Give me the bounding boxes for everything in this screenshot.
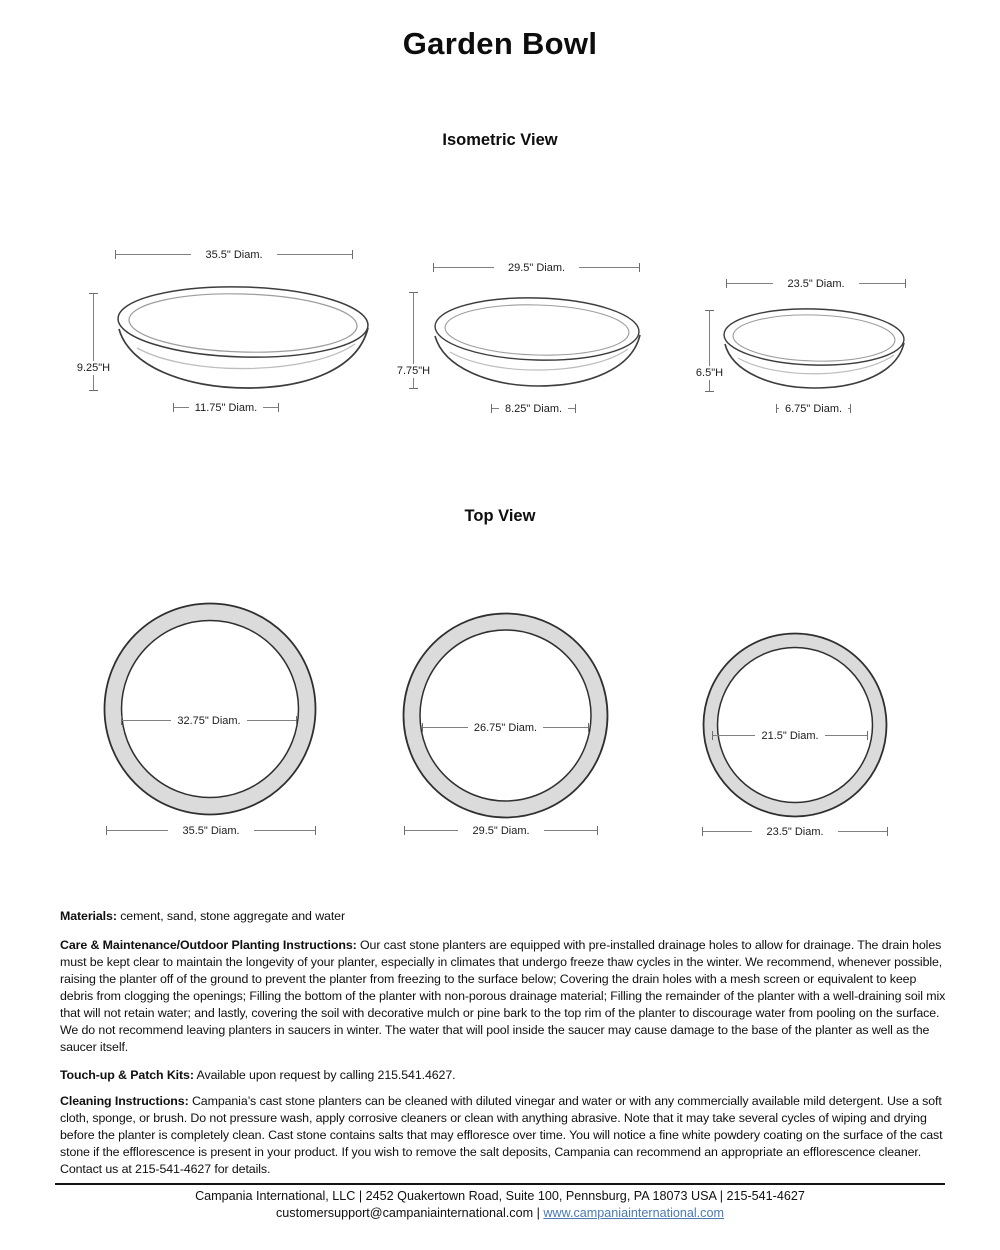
dimension-line [543, 727, 588, 728]
dimension-line [254, 830, 315, 831]
circle1-outer-diameter-dimension [106, 824, 316, 837]
dimension-line [568, 408, 575, 409]
dimension-line [107, 830, 168, 831]
bowl2-base-diameter-label: 8.25" Diam. [504, 402, 563, 415]
dimension-line [405, 830, 458, 831]
bowl1-height-label: 9.25"H [76, 362, 111, 374]
circle1-outer-diameter-label: 35.5" Diam. [182, 824, 240, 837]
dimension-line [713, 735, 755, 736]
circle3-inner-diameter-label: 21.5" Diam. [761, 729, 819, 742]
bowl1-top-diameter-label: 35.5" Diam. [205, 248, 263, 261]
dimension-tick [89, 390, 98, 391]
bowl3-base-diameter-label: 6.75" Diam. [784, 402, 843, 415]
dimension-tick [588, 723, 589, 732]
care-maintenance-label: Care & Maintenance/Outdoor Planting Instructions: [60, 938, 357, 952]
materials-text: cement, sand, stone aggregate and water [120, 909, 345, 923]
circle2-outer-diameter-label: 29.5" Diam. [472, 824, 530, 837]
circle3-inner-diameter-dimension [712, 729, 868, 742]
footer-separator: | [536, 1206, 540, 1220]
cleaning-text: Campania’s cast stone planters can be cleaned with diluted vinegar and water or with any commercially available mild detergent. Use a soft cloth, sponge, or brush. Do not pressure wash, apply corrosive cleaners or clean with anything abrasive. Note that it may take several cycles of wiping and drying before the planter is completely clean. Cast stone contains salts that may effloresce over time. You will notice a fine white powdery coating on the surface of the cast stone if the efflorescence is present in your product. If you wish to remove the salt deposits, Campania can recommend an appropriate an efflorescence cleaner. Contact us at 215-541-4627 for details. [60, 1094, 943, 1176]
footer-company-line: Campania International, LLC | 2452 Quakertown Road, Suite 100, Pennsburg, PA 18073 USA | 215-541-4627 [195, 1189, 805, 1203]
bowl1-height-dimension [76, 293, 111, 391]
bowl2-base-diameter-dimension [491, 402, 576, 415]
dimension-tick [597, 826, 598, 835]
dimension-line [122, 720, 171, 721]
dimension-tick [850, 404, 851, 413]
circle3-outer-diameter-dimension [702, 825, 888, 838]
circle3-top-view-drawing [702, 632, 888, 818]
dimension-line [423, 727, 468, 728]
bowl2-height-dimension [396, 292, 431, 389]
dimension-line [544, 830, 597, 831]
isometric-view-heading: Isometric View [442, 131, 558, 149]
circle1-inner-diameter-label: 32.75" Diam. [177, 714, 241, 727]
bowl3-top-diameter-label: 23.5" Diam. [787, 277, 845, 290]
circle3-outer-diameter-label: 23.5" Diam. [766, 825, 824, 838]
footer-divider [55, 1183, 945, 1185]
dimension-line [838, 831, 887, 832]
dimension-tick [315, 826, 316, 835]
bowl1-top-diameter-dimension [115, 248, 353, 261]
circle1-inner-diameter-dimension [121, 714, 297, 727]
bowl2-height-label: 7.75"H [396, 365, 431, 377]
care-maintenance-paragraph [60, 937, 948, 1056]
bowl3-isometric-drawing [722, 307, 907, 390]
circle2-inner-diameter-label: 26.75" Diam. [473, 721, 538, 734]
top-view-heading: Top View [464, 507, 536, 525]
circle2-inner-diameter-dimension [422, 721, 589, 734]
dimension-tick [705, 391, 714, 392]
dimension-line [492, 408, 499, 409]
bowl2-isometric-drawing [432, 295, 643, 388]
dimension-line [859, 283, 905, 284]
dimension-tick [905, 279, 906, 288]
bowl2-top-diameter-label: 29.5" Diam. [507, 261, 566, 274]
dimension-line [825, 735, 867, 736]
bowl1-isometric-drawing [115, 284, 373, 390]
materials-label: Materials: [60, 909, 117, 923]
bowl2-top-diameter-dimension [433, 261, 640, 274]
dimension-line [174, 407, 189, 408]
circle2-outer-diameter-dimension [404, 824, 598, 837]
dimension-line [434, 267, 494, 268]
dimension-line [116, 254, 191, 255]
materials-paragraph [60, 908, 948, 925]
dimension-line [93, 294, 94, 390]
bowl1-base-diameter-label: 11.75" Diam. [194, 401, 258, 414]
dimension-tick [352, 250, 353, 259]
bowl3-base-diameter-dimension [776, 402, 851, 415]
dimension-line [579, 267, 639, 268]
dimension-tick [575, 404, 576, 413]
circle1-top-view-drawing [103, 602, 317, 816]
dimension-line [277, 254, 352, 255]
dimension-tick [296, 716, 297, 725]
cleaning-paragraph [60, 1093, 948, 1178]
dimension-line [263, 407, 278, 408]
dimension-tick [278, 403, 279, 412]
dimension-line [727, 283, 773, 284]
bowl3-top-diameter-dimension [726, 277, 906, 290]
touchup-text: Available upon request by calling 215.541.4627. [196, 1068, 456, 1082]
dimension-line [247, 720, 296, 721]
footer-email: customersupport@campaniainternational.com [276, 1206, 534, 1220]
footer-contact-line [0, 1206, 1000, 1220]
dimension-tick [639, 263, 640, 272]
touchup-label: Touch-up & Patch Kits: [60, 1068, 194, 1082]
dimension-line [703, 831, 752, 832]
bowl1-base-diameter-dimension [173, 401, 279, 414]
cleaning-label: Cleaning Instructions: [60, 1094, 189, 1108]
dimension-tick [409, 388, 418, 389]
touchup-paragraph [60, 1067, 948, 1084]
page-title: Garden Bowl [402, 26, 598, 61]
bowl3-height-label: 6.5"H [695, 367, 724, 379]
dimension-tick [867, 731, 868, 740]
bowl3-height-dimension [695, 310, 724, 392]
care-maintenance-text: Our cast stone planters are equipped with pre-installed drainage holes to allow for drainage. The drain holes must be kept clear to maintain the longevity of your planter, especially in climates that undergo freeze thaw cycles in the winter. We recommend, whenever possible, raising the planter off of the ground to prevent the planter from freezing to the surface below; Covering the drain holes with a mesh screen or equivalent to keep debris from clogging the openings; Filling the bottom of the planter with non-porous drainage material; Filling the remainder of the planter with a well-draining soil mix that will not retain water; and lastly, covering the soil with decorative mulch or pine bark to the top rim of the planter to discourage water from pooling on the surface. We do not recommend leaving planters in saucers in winter. The water that will pool inside the saucer may cause damage to the base of the planter as well as the saucer itself. [60, 938, 946, 1054]
footer-website-link[interactable]: www.campaniainternational.com [543, 1206, 724, 1220]
dimension-tick [887, 827, 888, 836]
circle2-top-view-drawing [402, 612, 609, 819]
